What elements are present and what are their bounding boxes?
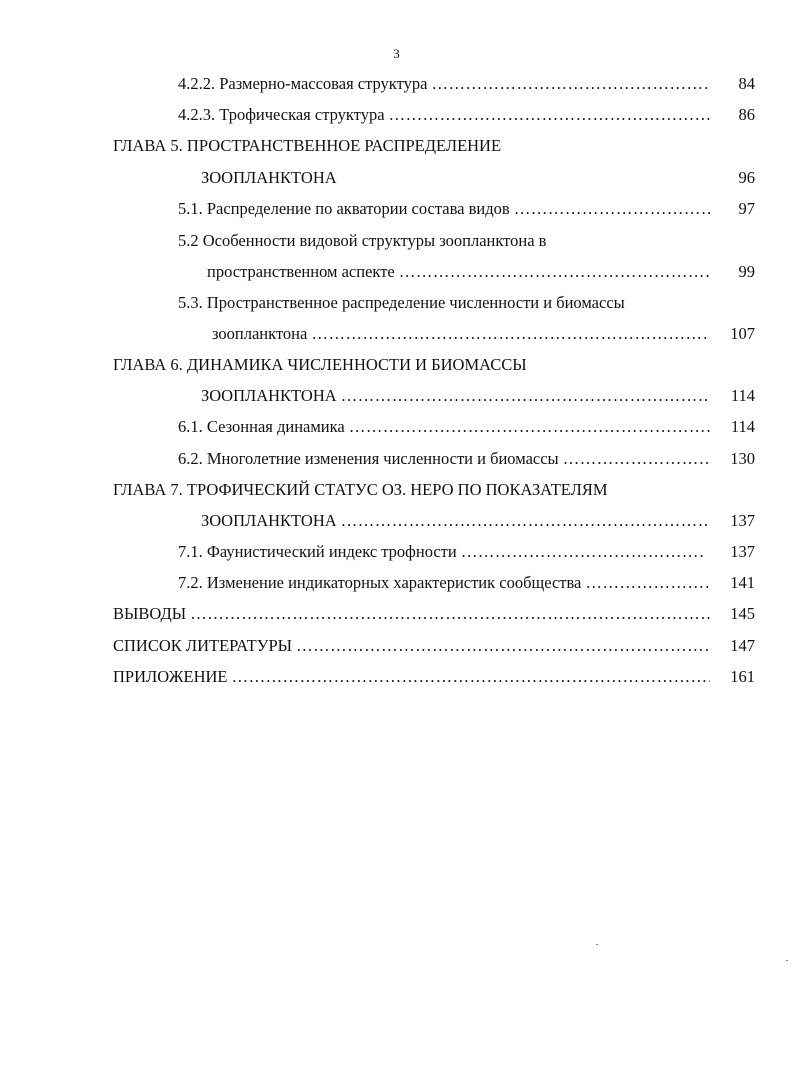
toc-entry-page: 86 xyxy=(738,105,755,124)
toc-entry-title: пространственном аспекте xyxy=(207,262,399,281)
toc-entry-4-2-2 xyxy=(178,72,710,96)
toc-entry-title: 7.2. Изменение индикаторных характеристик сообщества xyxy=(178,573,586,592)
toc-entry-title: 4.2.2. Размерно-массовая структура xyxy=(178,74,432,93)
toc-chapter-7-title: ГЛАВА 7. ТРОФИЧЕСКИЙ СТАТУС ОЗ. НЕРО ПО ПОКАЗАТЕЛЯМ xyxy=(113,480,608,499)
toc-entry-page: 97 xyxy=(738,199,755,218)
toc-entry-title: 6.1. Сезонная динамика xyxy=(178,417,349,436)
toc-entry-page: 107 xyxy=(730,324,755,343)
toc-entry-title: ЗООПЛАНКТОНА xyxy=(201,386,341,405)
toc-entry-title: СПИСОК ЛИТЕРАТУРЫ xyxy=(113,636,297,655)
toc-entry-page: 114 xyxy=(730,386,755,405)
toc-entry-6-1 xyxy=(178,415,710,439)
toc-entry-6-2 xyxy=(178,447,710,471)
toc-entry-5-2: 5.2 Особенности видовой структуры зоопланктона в xyxy=(178,231,547,250)
toc-entry-conclusions xyxy=(113,602,710,626)
toc-entry-appendix xyxy=(113,665,710,689)
toc-entry-5-3-cont xyxy=(212,322,710,346)
toc-entry-title: 5.1. Распределение по акватории состава видов xyxy=(178,199,514,218)
toc-entry-5-2-cont xyxy=(207,260,710,284)
toc-entry-title: 4.2.3. Трофическая структура xyxy=(178,105,389,124)
toc-entry-page: 145 xyxy=(730,604,755,623)
toc-entry-page: 130 xyxy=(730,449,755,468)
toc-entry-title: 7.1. Фаунистический индекс трофности xyxy=(178,542,461,561)
toc-entry-page: 96 xyxy=(738,168,755,187)
toc-entry-4-2-3 xyxy=(178,103,710,127)
toc-chapter-7-title-cont xyxy=(201,509,710,533)
toc-entry-7-2 xyxy=(178,571,710,595)
toc-entry-page: 137 xyxy=(730,511,755,530)
toc-entry-page: 141 xyxy=(730,573,755,592)
toc-entry-page: 99 xyxy=(738,262,755,281)
toc-entry-page: 161 xyxy=(730,667,755,686)
toc-entry-title: ПРИЛОЖЕНИЕ xyxy=(113,667,232,686)
page-number: 3 xyxy=(393,46,400,61)
toc-chapter-6-title-cont xyxy=(201,384,710,408)
toc-entry-title: зоопланктона xyxy=(212,324,312,343)
toc-entry-5-1 xyxy=(178,197,710,221)
scan-speck xyxy=(786,960,788,961)
toc-entry-title: ВЫВОДЫ xyxy=(113,604,191,623)
scan-speck xyxy=(596,944,598,945)
toc-entry-title: ЗООПЛАНКТОНА xyxy=(201,511,341,530)
toc-entry-page: 137 xyxy=(730,542,755,561)
toc-chapter-6-title: ГЛАВА 6. ДИНАМИКА ЧИСЛЕННОСТИ И БИОМАССЫ xyxy=(113,355,527,374)
toc-entry-page: 114 xyxy=(730,417,755,436)
toc-entry-references xyxy=(113,634,710,658)
toc-entry-page: 84 xyxy=(738,74,755,93)
toc-chapter-5-title: ГЛАВА 5. ПРОСТРАНСТВЕННОЕ РАСПРЕДЕЛЕНИЕ xyxy=(113,136,502,155)
toc-entry-page: 147 xyxy=(730,636,755,655)
toc-chapter-5-title-cont: ЗООПЛАНКТОНА xyxy=(201,168,337,187)
toc-entry-5-3: 5.3. Пространственное распределение численности и биомассы xyxy=(178,293,625,312)
toc-entry-7-1 xyxy=(178,540,703,564)
toc-entry-title: 6.2. Многолетние изменения численности и биомассы xyxy=(178,449,563,468)
